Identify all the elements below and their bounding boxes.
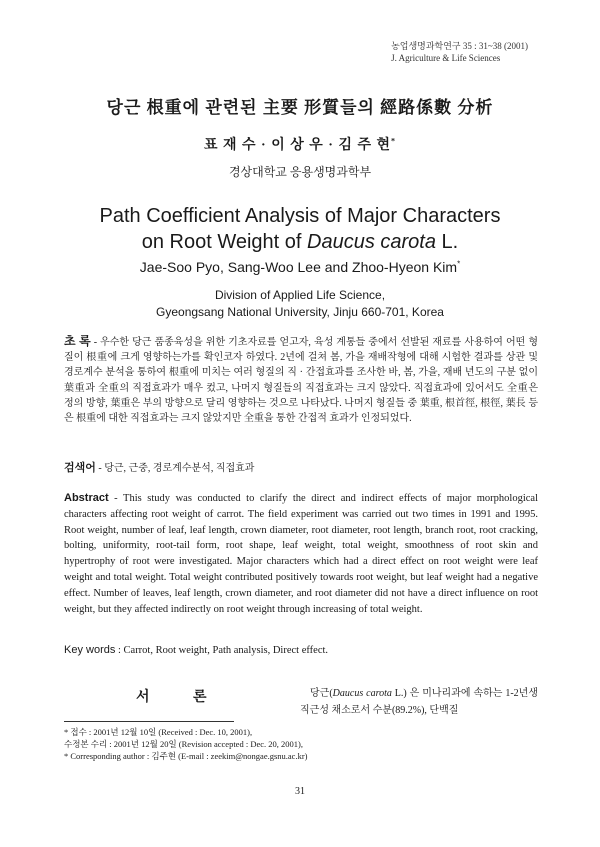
korean-keywords-text: - 당근, 근중, 경로계수분석, 직접효과 (95, 463, 255, 474)
english-title (0, 203, 600, 255)
english-corresponding-mark: * (457, 259, 461, 269)
korean-affiliation: 경상대학교 응용생명과학부 (228, 165, 372, 179)
english-author-names: Jae-Soo Pyo, Sang-Woo Lee and Zhoo-Hyeon Kim (139, 259, 458, 275)
korean-keywords (64, 459, 538, 475)
page-number: 31 (295, 786, 305, 797)
english-title-species: Daucus carota (307, 231, 436, 253)
footnote-received: * 접수 : 2001년 12월 10일 (Received : Dec. 10, 2001), (64, 727, 253, 737)
journal-header (391, 40, 528, 64)
korean-corresponding-mark: * (391, 136, 397, 146)
english-affiliation-line1: Division of Applied Life Science, (214, 288, 386, 302)
english-abstract (64, 491, 538, 617)
english-title-suffix: L. (436, 231, 459, 253)
intro-suffix: L.) 은 미나리과에 속하는 1-2년생 직근성 채소로서 수분(89.2%), 단백질 (300, 688, 538, 716)
korean-abstract-label: 초 록 (64, 334, 91, 348)
english-keywords (64, 644, 538, 656)
footnote-revision: 수정본 수리 : 2001년 12월 20일 (Revision accepted : Dec. 20, 2001), (64, 739, 303, 750)
footnote-corresponding: * Corresponding author : 김주현 (E-mail : zeekim@nongae.gsnu.ac.kr) (64, 751, 308, 762)
english-title-line1: Path Coefficient Analysis of Major Characters (99, 205, 501, 227)
journal-name-english: J. Agriculture & Life Sciences (391, 53, 501, 63)
korean-abstract (64, 334, 538, 426)
korean-authors (0, 134, 600, 154)
korean-title: 당근 根重에 관련된 主要 形質들의 經路係數 分析 (106, 98, 494, 117)
section-heading-introduction: 서 론 (136, 690, 227, 705)
english-abstract-label: Abstract (64, 492, 109, 504)
english-affiliation (0, 287, 600, 321)
korean-keywords-label: 검색어 (64, 462, 96, 474)
english-authors (0, 259, 600, 275)
footnote-divider (64, 721, 234, 722)
english-title-line2 (0, 229, 600, 255)
journal-citation-korean: 농업생명과학연구 35 : 31~38 (2001) (391, 41, 528, 51)
english-keywords-text: : Carrot, Root weight, Path analysis, Direct effect. (115, 645, 329, 656)
intro-prefix: 당근( (310, 688, 333, 699)
intro-species: Daucus carota (332, 688, 392, 699)
english-keywords-label: Key words (64, 644, 116, 656)
korean-author-names: 표 재 수 · 이 상 우 · 김 주 현 (203, 138, 392, 153)
english-abstract-text: - This study was conducted to clarify the direct and indirect effects of major morphological characters affecting root weight of carrot. The field experiment was carried out two times in 1991 and 1995. Root weight, number of leaf, leaf length, crown diameter, root diameter, root length, branch root, root cracking, bolting, uniformity, root-tail form, root shape, leaf weight, total weight, smoothness of root skin and hypertrophy of root were investigated. Major characters which had a direct effect on root weight were leaf weight and total weight. Total weight contributed positively towards root weight, but leaf weight had a negative effect. Number of leaves, leaf length, crown diameter, and root diameter did not have a direct influence on root weight, but they affected indirectly on root weight through increasing of total weight. (64, 493, 538, 615)
korean-abstract-text: - 우수한 당근 품종육성을 위한 기초자료를 얻고자, 육성 계통들 중에서 선발된 재료를 사용하여 어떤 형질이 根重에 크게 영향하는가를 확인코자 하였다. 2년에 걸쳐 봄, 가을 재배작형에 대해 시험한 결과를 상관 및 경로계수 분석을 통하여 根重에 미치는 여러 형질의 직 · 간접효과를 조사한 바, 봄, 가을, 재배 년도의 구분 없이 葉重과 全重의 직접효과가 매우 컸고, 나머지 형질들의 직접효과는 크지 않았다. 직접효과에 있어서도 全重은 정의 방향, 葉重은 부의 방향으로 달리 영향하는 것으로 나타났다. 나머지 형질들 중 葉重, 根首徑, 根徑, 葉長 등은 根重에 대한 직접효과는 크지 않았지만 全重을 통한 간접적 효과가 인정되었다. (64, 337, 539, 425)
english-title-prefix: on Root Weight of (141, 231, 308, 253)
english-affiliation-line2: Gyeongsang National University, Jinju 660-701, Korea (156, 305, 444, 319)
introduction-text (300, 686, 538, 719)
footnotes (64, 726, 544, 763)
